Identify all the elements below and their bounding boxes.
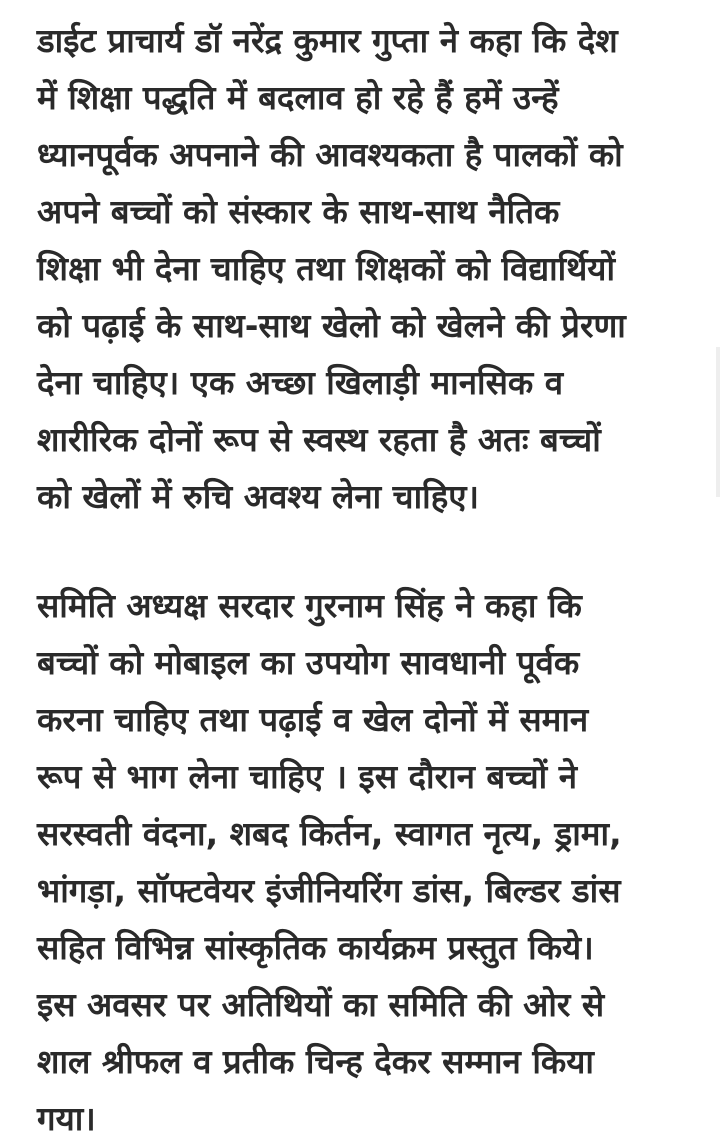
paragraph-line: सरस्वती वंदना, शबद किर्तन, स्वागत नृत्य, ड्रामा,: [37, 814, 622, 853]
article-body: [37, 12, 697, 1147]
paragraph-line: शारीरिक दोनों रूप से स्वस्थ रहता है अतः बच्चों: [37, 420, 601, 459]
paragraph-line: इस अवसर पर अतिथियों का समिति की ओर से: [37, 985, 605, 1024]
scrollbar-thumb[interactable]: [716, 347, 720, 497]
paragraph-spacer: [37, 525, 697, 577]
paragraph-line: को पढ़ाई के साथ-साथ खेलो को खेलने की प्रेरणा: [37, 306, 626, 345]
paragraph-line: करना चाहिए तथा पढ़ाई व खेल दोनों में समान: [37, 700, 589, 739]
paragraph-line: गया।: [37, 1099, 96, 1138]
paragraph-line: शाल श्रीफल व प्रतीक चिन्ह देकर सम्मान किया: [37, 1042, 594, 1081]
paragraph-2: [37, 577, 697, 1147]
paragraph-line: भांगड़ा, सॉफ्टवेयर इंजीनियरिंग डांस, बिल्डर डांस: [37, 871, 621, 910]
paragraph-line: शिक्षा भी देना चाहिए तथा शिक्षकों को विद्यार्थियों: [37, 249, 615, 288]
paragraph-line: को खेलों में रुचि अवश्य लेना चाहिए।: [37, 477, 479, 516]
paragraph-line: ध्यानपूर्वक अपनाने की आवश्यकता है पालकों को: [37, 135, 623, 174]
paragraph-line: अपने बच्चों को संस्कार के साथ-साथ नैतिक: [37, 192, 560, 231]
paragraph-line: में शिक्षा पद्धति में बदलाव हो रहे हैं हमें उन्हें: [37, 78, 559, 117]
paragraph-line: रूप से भाग लेना चाहिए । इस दौरान बच्चों ने: [37, 757, 578, 796]
paragraph-1: [37, 12, 697, 525]
paragraph-line: बच्चों को मोबाइल का उपयोग सावधानी पूर्वक: [37, 643, 580, 682]
paragraph-line: समिति अध्यक्ष सरदार गुरनाम सिंह ने कहा कि: [37, 586, 582, 625]
paragraph-line: डाईट प्राचार्य डॉ नरेंद्र कुमार गुप्ता ने कहा कि देश: [37, 21, 618, 60]
paragraph-line: सहित विभिन्न सांस्कृतिक कार्यक्रम प्रस्तुत किये।: [37, 928, 594, 967]
paragraph-line: देना चाहिए। एक अच्छा खिलाड़ी मानसिक व: [37, 363, 564, 402]
